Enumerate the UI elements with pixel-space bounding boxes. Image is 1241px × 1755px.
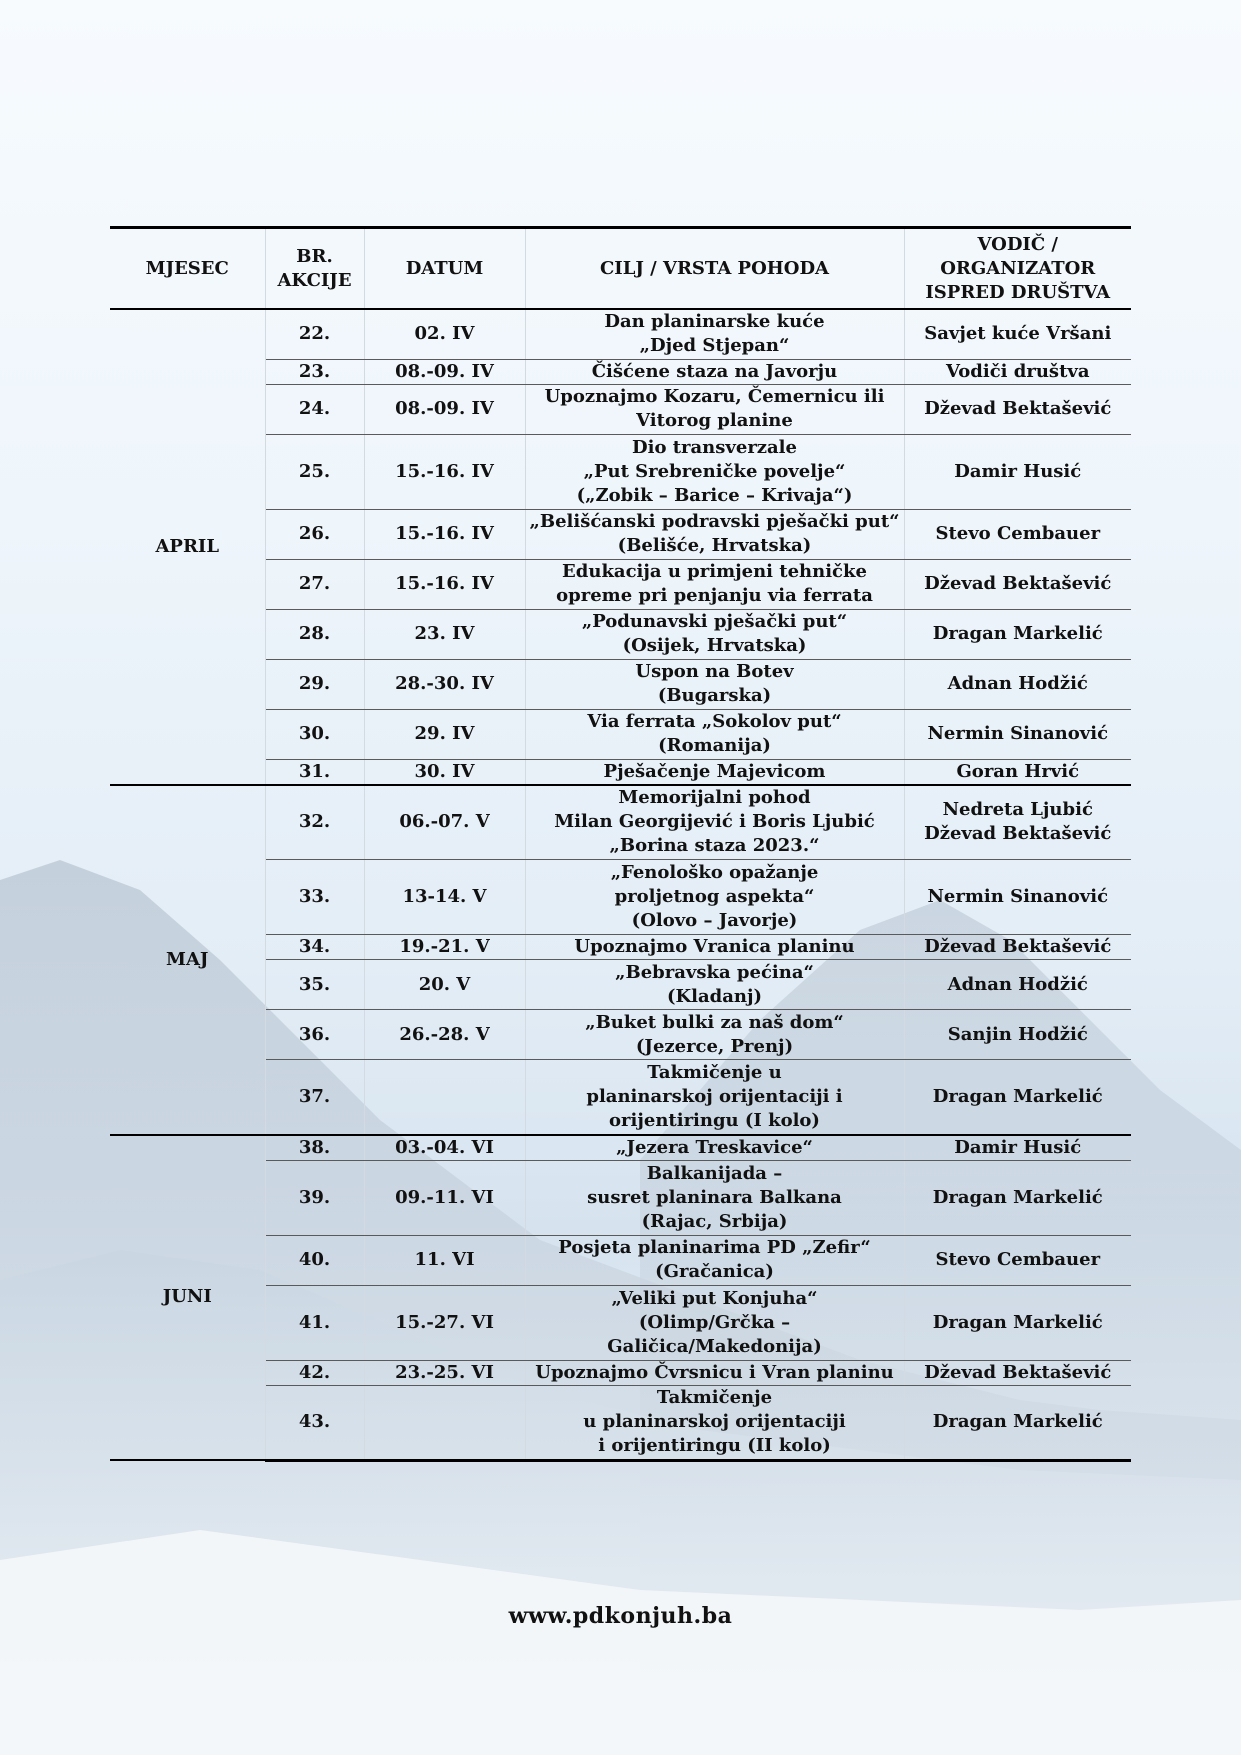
action-date: 28.-30. IV: [364, 659, 525, 709]
goal-line: (Osijek, Hrvatska): [622, 635, 807, 656]
goal-line: orijentiringu (I kolo): [609, 1109, 820, 1131]
action-guide: [904, 709, 1131, 759]
action-goal: [525, 309, 904, 359]
action-goal: [525, 1235, 904, 1285]
action-guide: [904, 309, 1131, 359]
action-date: 11. VI: [364, 1235, 525, 1285]
action-guide: [904, 1360, 1131, 1385]
action-date: 08.-09. IV: [364, 359, 525, 384]
action-goal: [525, 860, 904, 935]
action-date: 06.-07. V: [364, 785, 525, 860]
header-date: DATUM: [364, 228, 525, 310]
schedule-body: [110, 309, 1131, 1460]
action-goal: [525, 960, 904, 1010]
guide-line: Dževad Bektašević: [924, 1361, 1112, 1383]
action-guide: [904, 1385, 1131, 1460]
action-date: 03.-04. VI: [364, 1135, 525, 1161]
action-number: 31.: [265, 759, 364, 785]
goal-line: Takmičenje u: [647, 1061, 782, 1083]
goal-line: Vitorog planine: [636, 410, 793, 431]
month-cell: MAJ: [110, 785, 265, 1135]
action-goal: [525, 434, 904, 509]
goal-line: Balkanijada –: [646, 1162, 783, 1184]
action-date: 08.-09. IV: [364, 384, 525, 434]
action-guide: [904, 1060, 1131, 1135]
goal-line: „Put Srebreničke povelje“: [583, 460, 846, 482]
goal-line: (Rajac, Srbija): [641, 1210, 788, 1232]
guide-line: Savjet kuće Vršani: [924, 323, 1112, 345]
month-cell: APRIL: [110, 309, 265, 785]
action-number: 34.: [265, 935, 364, 960]
action-goal: [525, 509, 904, 559]
guide-line: Dževad Bektašević: [924, 398, 1112, 419]
action-number: 42.: [265, 1360, 364, 1385]
action-date: 23.-25. VI: [364, 1360, 525, 1385]
guide-line: Dragan Markelić: [932, 1311, 1103, 1333]
table-row: [110, 785, 1131, 860]
header-goal: CILJ / VRSTA POHODA: [525, 228, 904, 310]
goal-line: Posjeta planinarima PD „Zefir“: [558, 1237, 871, 1258]
goal-line: Pješačenje Majevicom: [603, 760, 826, 782]
goal-line: Takmičenje: [656, 1387, 773, 1408]
action-date: 23. IV: [364, 609, 525, 659]
goal-line: „Podunavski pješački put“: [581, 611, 848, 632]
goal-line: Upoznajmo Čvrsnicu i Vran planinu: [535, 1361, 894, 1383]
schedule-sheet: [110, 226, 1131, 1462]
goal-line: „Jezera Treskavice“: [616, 1136, 813, 1158]
action-goal: [525, 1160, 904, 1235]
action-number: 26.: [265, 509, 364, 559]
action-number: 38.: [265, 1135, 364, 1161]
action-guide: [904, 1160, 1131, 1235]
goal-line: susret planinara Balkana: [587, 1186, 842, 1208]
action-goal: [525, 1385, 904, 1460]
goal-line: („Zobik – Barice – Krivaja“): [576, 484, 853, 506]
action-guide: [904, 1285, 1131, 1360]
action-date: 13-14. V: [364, 860, 525, 935]
goal-line: Milan Georgijević i Boris Ljubić: [554, 811, 875, 833]
action-goal: [525, 935, 904, 960]
action-number: 27.: [265, 559, 364, 609]
action-guide: [904, 434, 1131, 509]
goal-line: Uspon na Botev: [635, 661, 794, 682]
action-number: 33.: [265, 860, 364, 935]
action-goal: [525, 1360, 904, 1385]
action-guide: [904, 1235, 1131, 1285]
goal-line: proljetnog aspekta“: [614, 886, 815, 907]
action-number: 32.: [265, 785, 364, 860]
goal-line: opreme pri penjanju via ferrata: [556, 585, 873, 606]
action-number: 30.: [265, 709, 364, 759]
action-date: 15.-16. IV: [364, 509, 525, 559]
action-date: 30. IV: [364, 759, 525, 785]
action-goal: [525, 559, 904, 609]
header-guide: [904, 228, 1131, 310]
action-date: 15.-27. VI: [364, 1285, 525, 1360]
goal-line: (Olovo – Javorje): [631, 910, 798, 931]
action-number: 37.: [265, 1060, 364, 1135]
table-row: [110, 1135, 1131, 1161]
action-guide: [904, 1135, 1131, 1161]
header-number-line: BR.: [296, 245, 333, 267]
action-goal: [525, 384, 904, 434]
header-month: MJESEC: [110, 228, 265, 310]
header-row: [110, 228, 1131, 310]
goal-line: Via ferrata „Sokolov put“: [587, 711, 842, 732]
action-goal: [525, 609, 904, 659]
goal-line: „Buket bulki za naš dom“: [585, 1011, 844, 1033]
guide-line: Nedreta Ljubić: [942, 799, 1093, 821]
guide-line: Dragan Markelić: [932, 1186, 1103, 1208]
action-date: 19.-21. V: [364, 935, 525, 960]
action-number: 43.: [265, 1385, 364, 1460]
action-date: 15.-16. IV: [364, 434, 525, 509]
goal-line: Dan planinarske kuće: [604, 311, 825, 333]
goal-line: „Belišćanski podravski pješački put“: [529, 511, 900, 532]
action-date: 09.-11. VI: [364, 1160, 525, 1235]
action-guide: [904, 935, 1131, 960]
goal-line: Upoznajmo Kozaru, Čemernicu ili: [544, 386, 885, 407]
guide-line: Damir Husić: [954, 1136, 1082, 1158]
header-number-line: AKCIJE: [277, 269, 352, 291]
goal-line: Upoznajmo Vranica planinu: [574, 936, 855, 957]
header-number: [265, 228, 364, 310]
action-guide: [904, 559, 1131, 609]
action-number: 36.: [265, 1010, 364, 1060]
action-date: 15.-16. IV: [364, 559, 525, 609]
action-number: 24.: [265, 384, 364, 434]
goal-line: i orijentiringu (II kolo): [598, 1435, 831, 1456]
schedule-table: [110, 226, 1131, 1462]
header-guide-line: ORGANIZATOR: [940, 257, 1096, 279]
action-guide: [904, 359, 1131, 384]
action-guide: [904, 1010, 1131, 1060]
action-number: 39.: [265, 1160, 364, 1235]
action-guide: [904, 609, 1131, 659]
goal-line: (Bugarska): [657, 685, 772, 706]
action-date: [364, 1385, 525, 1460]
goal-line: Memorijalni pohod: [618, 787, 811, 809]
action-goal: [525, 1060, 904, 1135]
action-number: 35.: [265, 960, 364, 1010]
action-guide: [904, 860, 1131, 935]
action-date: 29. IV: [364, 709, 525, 759]
action-guide: [904, 509, 1131, 559]
action-guide: [904, 785, 1131, 860]
action-goal: [525, 659, 904, 709]
header-guide-line: ISPRED DRUŠTVA: [925, 281, 1111, 303]
action-guide: [904, 659, 1131, 709]
guide-line: Stevo Cembauer: [935, 523, 1101, 544]
goal-line: Dio transverzale: [632, 436, 797, 458]
action-date: 02. IV: [364, 309, 525, 359]
table-row: [110, 309, 1131, 359]
goal-line: planinarskoj orijentaciji i: [586, 1085, 843, 1107]
goal-line: u planinarskoj orijentaciji: [583, 1411, 846, 1432]
goal-line: (Olimp/Grčka –: [638, 1311, 791, 1333]
guide-line: Dragan Markelić: [932, 1411, 1103, 1432]
goal-line: „Veliki put Konjuha“: [611, 1287, 818, 1309]
guide-line: Goran Hrvić: [956, 760, 1080, 782]
action-number: 28.: [265, 609, 364, 659]
guide-line: Vodiči društva: [945, 360, 1090, 382]
goal-line: Galičica/Makedonija): [607, 1335, 822, 1357]
goal-line: (Romanija): [658, 735, 771, 756]
action-guide: [904, 960, 1131, 1010]
action-goal: [525, 1135, 904, 1161]
goal-line: „Borina staza 2023.“: [609, 835, 820, 857]
action-number: 29.: [265, 659, 364, 709]
goal-line: (Gračanica): [655, 1261, 774, 1282]
action-guide: [904, 384, 1131, 434]
guide-line: Nermin Sinanović: [927, 886, 1109, 907]
action-number: 41.: [265, 1285, 364, 1360]
action-goal: [525, 759, 904, 785]
action-goal: [525, 709, 904, 759]
action-goal: [525, 785, 904, 860]
goal-line: „Bebravska pećina“: [615, 961, 814, 983]
guide-line: Dževad Bektašević: [924, 823, 1112, 845]
header-guide-line: VODIČ /: [977, 233, 1059, 255]
guide-line: Dragan Markelić: [932, 623, 1103, 644]
guide-line: Stevo Cembauer: [935, 1249, 1101, 1270]
goal-line: (Belišće, Hrvatska): [617, 535, 812, 556]
guide-line: Nermin Sinanović: [927, 723, 1109, 744]
action-goal: [525, 1285, 904, 1360]
action-date: 26.-28. V: [364, 1010, 525, 1060]
goal-line: Čišćene staza na Javorju: [591, 360, 838, 382]
action-number: 40.: [265, 1235, 364, 1285]
goal-line: (Jezerce, Prenj): [635, 1035, 794, 1057]
month-cell: JUNI: [110, 1135, 265, 1461]
goal-line: „Djed Stjepan“: [639, 335, 790, 357]
goal-line: (Kladanj): [666, 985, 763, 1007]
guide-line: Dragan Markelić: [932, 1085, 1103, 1107]
action-guide: [904, 759, 1131, 785]
goal-line: Edukacija u primjeni tehničke: [562, 561, 867, 582]
guide-line: Dževad Bektašević: [924, 936, 1112, 957]
action-date: 20. V: [364, 960, 525, 1010]
action-goal: [525, 1010, 904, 1060]
guide-line: Sanjin Hodžić: [947, 1023, 1088, 1045]
website-footer: www.pdkonjuh.ba: [508, 1603, 733, 1629]
guide-line: Dževad Bektašević: [924, 573, 1112, 594]
action-goal: [525, 359, 904, 384]
guide-line: Damir Husić: [954, 460, 1082, 482]
goal-line: „Fenološko opažanje: [610, 862, 819, 883]
guide-line: Adnan Hodžić: [947, 673, 1088, 694]
action-date: [364, 1060, 525, 1135]
action-number: 22.: [265, 309, 364, 359]
action-number: 25.: [265, 434, 364, 509]
guide-line: Adnan Hodžić: [947, 973, 1088, 995]
action-number: 23.: [265, 359, 364, 384]
